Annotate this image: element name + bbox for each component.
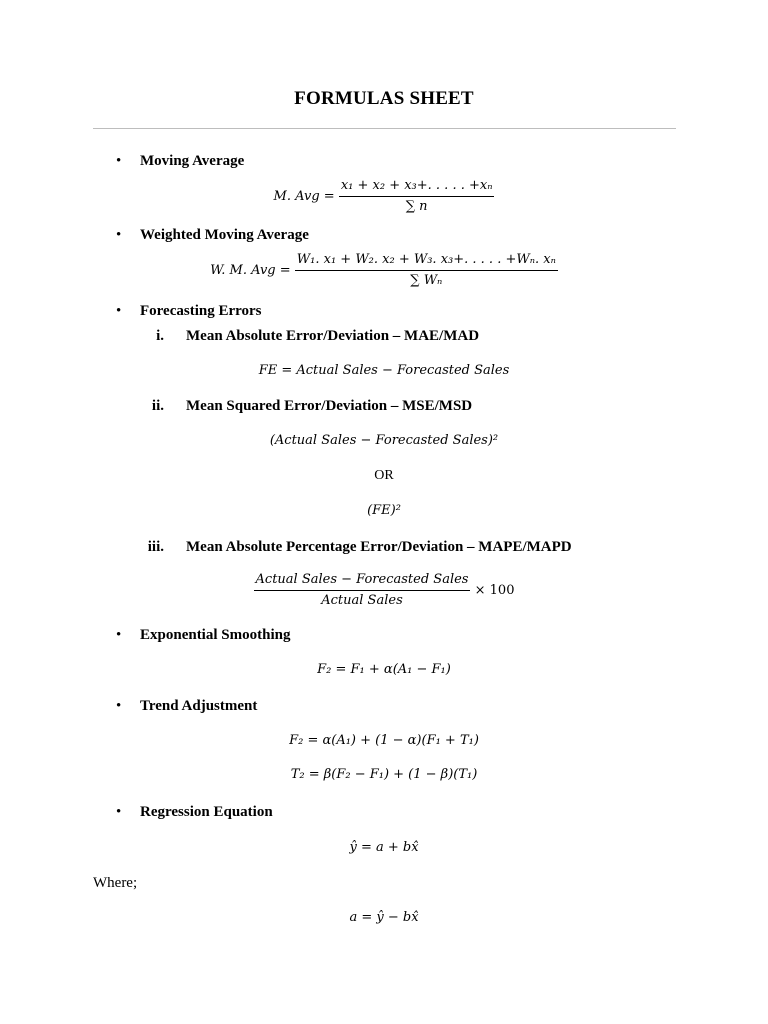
fraction-denominator: ∑ n: [339, 196, 495, 215]
sub-item-numeral: iii.: [147, 539, 164, 555]
section-heading: Weighted Moving Average: [140, 227, 309, 243]
section-heading: Forecasting Errors: [140, 303, 262, 319]
section-regression-equation: [116, 803, 416, 821]
section-moving-average: [116, 152, 416, 170]
section-trend-adjustment: [116, 697, 416, 715]
fraction-numerator: W₁. x₁ + W₂. x₂ + W₃. x₃+. . . . . +Wₙ. xₙ: [296, 252, 556, 267]
formula-fraction: [295, 252, 558, 289]
formula-exponential-smoothing: F₂ = F₁ + α(A₁ − F₁): [317, 662, 451, 677]
sub-item-mse: Mean Squared Error/Deviation – MSE/MSD: [186, 398, 473, 414]
formula-forecast-error: FE = Actual Sales − Forecasted Sales: [258, 363, 510, 378]
bullet-glyph: •: [116, 804, 122, 820]
bullet-glyph: •: [116, 698, 122, 714]
formula-trend-forecast: F₂ = α(A₁) + (1 − α)(F₁ + T₁): [289, 733, 479, 748]
sub-item-numeral: ii.: [151, 398, 164, 414]
section-heading: Trend Adjustment: [140, 698, 258, 714]
formula-lhs: W. M. Avg =: [210, 263, 291, 278]
bullet-glyph: •: [116, 303, 122, 319]
fraction-numerator: x₁ + x₂ + x₃+. . . . . +xₙ: [340, 178, 493, 193]
formula-mape: [0, 572, 768, 609]
formula-intercept: a = ŷ − bx̂: [349, 910, 419, 925]
section-heading: Exponential Smoothing: [140, 627, 291, 643]
section-forecasting-errors: [116, 302, 416, 320]
fraction-denominator: Actual Sales: [254, 590, 471, 609]
formula-mse: (Actual Sales − Forecasted Sales)²: [269, 433, 499, 448]
formula-weighted-moving-average: [0, 252, 768, 289]
formula-lhs: M. Avg =: [273, 189, 335, 204]
sub-item-mae: Mean Absolute Error/Deviation – MAE/MAD: [186, 328, 480, 344]
formula-trend-component: T₂ = β(F₂ − F₁) + (1 − β)(T₁): [290, 767, 478, 782]
section-heading: Moving Average: [140, 153, 245, 169]
fraction-denominator: ∑ Wₙ: [295, 270, 558, 289]
sub-item-mape: Mean Absolute Percentage Error/Deviation – MAPE/MAPD: [186, 539, 572, 555]
formula-mse-alt: (FE)²: [367, 503, 401, 518]
formula-fraction: [339, 178, 495, 215]
formula-fraction: [254, 572, 471, 609]
formula-multiplier: × 100: [474, 583, 515, 598]
sub-item-numeral: i.: [156, 328, 164, 344]
fraction-numerator: Actual Sales − Forecasted Sales: [255, 572, 469, 587]
page-title: FORMULAS SHEET: [294, 88, 474, 109]
formula-regression: ŷ = a + bx̂: [349, 840, 419, 855]
formula-moving-average: [0, 178, 768, 215]
bullet-glyph: •: [116, 153, 122, 169]
section-exponential-smoothing: [116, 626, 416, 644]
section-weighted-moving-average: [116, 226, 416, 244]
where-label: Where;: [93, 875, 138, 891]
title-divider: [93, 128, 676, 129]
or-separator: OR: [374, 468, 394, 483]
section-heading: Regression Equation: [140, 804, 273, 820]
bullet-glyph: •: [116, 227, 122, 243]
bullet-glyph: •: [116, 627, 122, 643]
